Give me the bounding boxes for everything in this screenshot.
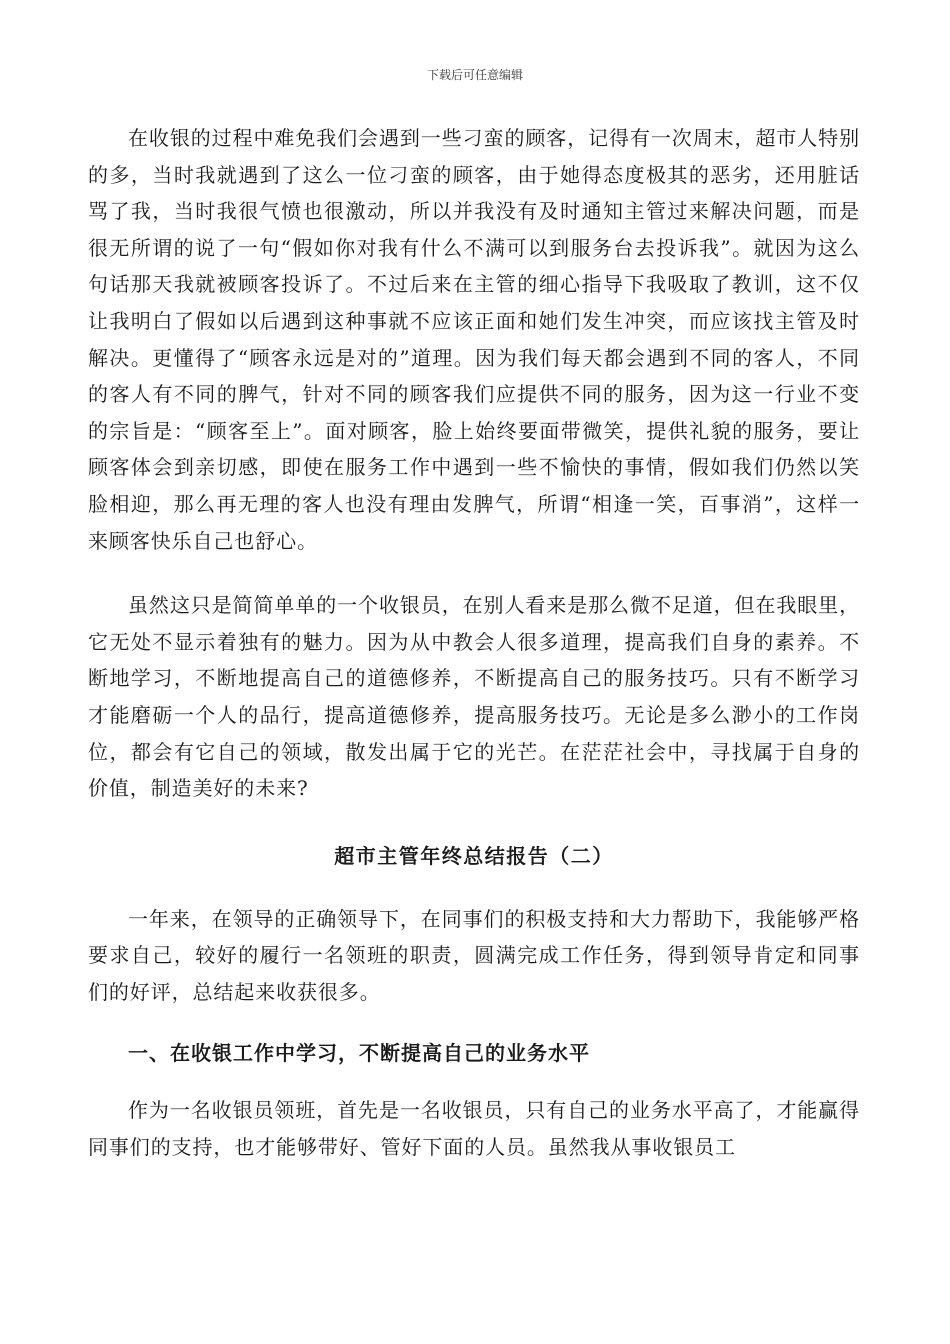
body-paragraph: 虽然这只是简简单单的一个收银员，在别人看来是那么微不足道，但在我眼里，它无处不显示着独有的魅力。因为从中教会人很多道理，提高我们自身的素养。不断地学习，不断地提高自己的道德修养，不断提高自己的服务技巧。只有不断学习才能磨砺一个人的品行，提高道德修养，提高服务技巧。无论是多么渺小的工作岗位，都会有它自己的领域，散发出属于它的光芒。在茫茫社会中，寻找属于自身的价值，制造美好的未来? [88, 593, 860, 801]
body-paragraph: 在收银的过程中难免我们会遇到一些刁蛮的顾客，记得有一次周末，超市人特别的多，当时我就遇到了这么一位刁蛮的顾客，由于她得态度极其的恶劣，还用脏话骂了我，当时我很气愤也很激动，所以并我没有及时通知主管过来解决问题，而是很无所谓的说了一句“假如你对我有什么不满可以到服务台去投诉我”。就因为这么句话那天我就被顾客投诉了。不过后来在主管的细心指导下我吸取了教训，这不仅让我明白了假如以后遇到这种事就不应该正面和她们发生冲突，而应该找主管及时解决。更懂得了“顾客永远是对的”道理。因为我们每天都会遇到不同的客人，不同的客人有不同的脾气，针对不同的顾客我们应提供不同的服务，因为这一行业不变的宗旨是：“顾客至上”。面对顾客，脸上始终要面带微笑，提供礼貌的服务，要让顾客体会到亲切感，即使在服务工作中遇到一些不愉快的事情，假如我们仍然以笑脸相迎，那么再无理的客人也没有理由发脾气，所谓“相逢一笑，百事消”，这样一来顾客快乐自己也舒心。 [88, 126, 860, 553]
document-title: 超市主管年终总结报告（二） [334, 843, 614, 868]
intro-paragraph: 一年来，在领导的正确领导下，在同事们的积极支持和大力帮助下，我能够严格要求自己，较好的履行一名领班的职责，圆满完成工作任务，得到领导肯定和同事们的好评，总结起来收获很多。 [88, 906, 860, 1004]
section-heading: 一、在收银工作中学习，不断提高自己的业务水平 [128, 1041, 590, 1066]
section-body-paragraph: 作为一名收银员领班，首先是一名收银员，只有自己的业务水平高了，才能赢得同事们的支持，也才能够带好、管好下面的人员。虽然我从事收银员工 [88, 1098, 860, 1160]
page-header-note: 下载后可任意编辑 [426, 68, 523, 82]
document-body [88, 120, 860, 1166]
